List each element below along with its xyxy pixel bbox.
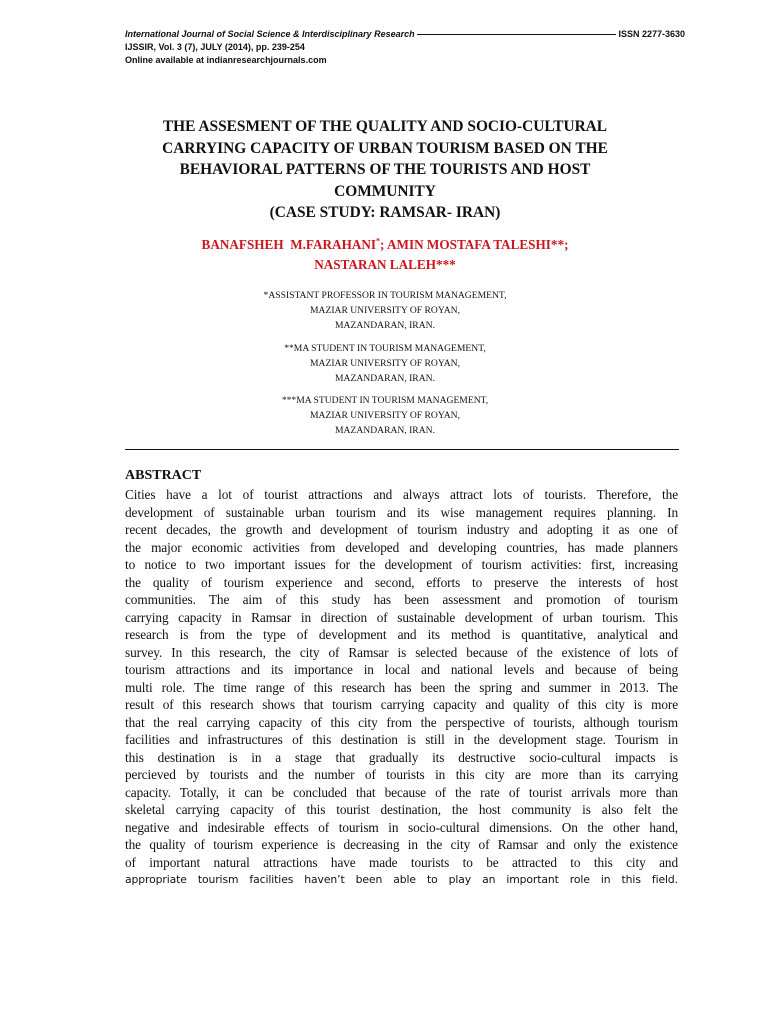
abstract-line: development of sustainable urban tourism and its wise management requires planning. In (125, 504, 678, 520)
author-name: BANAFSHEH M.FARAHANI (201, 237, 377, 252)
affiliation-location: MAZANDARAN, IRAN. (335, 424, 435, 436)
abstract-line: the quality of tourism experience is decreasing in the city of Ramsar and only the existence (125, 837, 678, 852)
abstract-line: Cities have a lot of tourist attractions and always attract lots of tourists. Therefore, the (125, 487, 678, 502)
header-journal-line (125, 28, 685, 41)
abstract-line: capacity. Totally, it can be concluded that because of the rate of tourist arrivals more than (125, 784, 678, 800)
section-divider (125, 449, 679, 450)
abstract-line: appropriate tourism facilities haven’t been able to play an important role in this field. (125, 873, 678, 886)
abstract-line: that the real carrying capacity of this city from the perspective of tourists, although tourism (125, 714, 678, 730)
affiliation (120, 394, 650, 438)
affiliation-role: *ASSISTANT PROFESSOR IN TOURISM MANAGEMENT, (263, 290, 507, 301)
abstract-heading: ABSTRACT (125, 468, 202, 483)
journal-name: International Journal of Social Science & Interdisciplinary Research (125, 29, 415, 39)
abstract-line: negative and indesirable effects of tourism in socio-cultural dimensions. On the other hand, (125, 819, 678, 835)
abstract-line: carrying capacity in Ramsar in direction of sustainable development of urban tourism. This (125, 609, 678, 625)
abstract-line: multi role. The time range of this research has been the spring and summer in 2013. The (125, 679, 678, 695)
affiliation (120, 289, 650, 333)
abstract-body (125, 486, 678, 889)
affiliation (120, 342, 650, 386)
title-line: BEHAVIORAL PATTERNS OF THE TOURISTS AND HOST (179, 161, 591, 178)
paper-title (120, 116, 650, 224)
online-availability: Online available at indianresearchjournals.com (125, 55, 327, 65)
author-footnote-mark: * (376, 236, 381, 246)
affiliation-role: ***MA STUDENT IN TOURISM MANAGEMENT, (281, 395, 489, 406)
abstract-line: communities. The aim of this study has been assessment and promotion of tourism (125, 592, 678, 607)
title-line: (CASE STUDY: RAMSAR- IRAN) (269, 204, 501, 221)
author-list (120, 235, 650, 274)
abstract-line: of important natural attractions have made tourists to be attracted to this city and (125, 854, 678, 870)
title-line: THE ASSESMENT OF THE QUALITY AND SOCIO-CULTURAL (162, 118, 608, 135)
affiliation-role: **MA STUDENT IN TOURISM MANAGEMENT, (284, 343, 486, 354)
abstract-line: to notice to two important issues for the development of tourism activities: first, increasing (125, 557, 678, 572)
title-line: COMMUNITY (334, 182, 436, 200)
issn: ISSN 2277-3630 (618, 29, 685, 39)
volume-info: IJSSIR, Vol. 3 (7), JULY (2014), pp. 239-254 (125, 42, 305, 52)
abstract-line: survey. In this research, the city of Ramsar is selected because of the existence of lots of (125, 644, 678, 660)
running-header (125, 28, 685, 67)
affiliation-university: MAZIAR UNIVERSITY OF ROYAN, (310, 409, 460, 421)
abstract-line: skeletal carrying capacity of this tourist destination, the host community is also felt the (125, 802, 678, 817)
affiliation-university: MAZIAR UNIVERSITY OF ROYAN, (310, 304, 460, 316)
abstract-line: research is from the type of development and its method is quantitative, analytical and (125, 627, 678, 642)
abstract-line: result of this research shows that tourism carrying capacity and quality of this city is more (125, 697, 678, 712)
affiliation-university: MAZIAR UNIVERSITY OF ROYAN, (310, 357, 460, 369)
abstract-line: facilities and infrastructures of this destination is still in the development stage. Tourism in (125, 732, 678, 747)
affiliation-location: MAZANDARAN, IRAN. (335, 319, 435, 331)
author-line (120, 235, 650, 255)
affiliation-location: MAZANDARAN, IRAN. (335, 372, 435, 384)
abstract-line: percieved by tourists and the number of tourists in this city are more than its carrying (125, 767, 678, 782)
author-name: ; AMIN MOSTAFA TALESHI**; (380, 237, 569, 252)
title-line: CARRYING CAPACITY OF URBAN TOURISM BASED ON THE (162, 139, 608, 157)
abstract-line: tourism attractions and its importance in local and national levels and because of being (125, 662, 678, 677)
author-line: NASTARAN LALEH*** (314, 256, 456, 272)
abstract-line: this destination is in a stage that gradually its destructive socio-cultural impacts is (125, 749, 678, 765)
abstract-line: the quality of tourism experience and second, efforts to preserve the interests of host (125, 574, 678, 590)
abstract-line: the major economic activities from developed and developing countries, has made planners (125, 539, 678, 555)
abstract-line: recent decades, the growth and development of tourism industry and adopting it as one of (125, 522, 678, 537)
header-rule (417, 34, 617, 35)
